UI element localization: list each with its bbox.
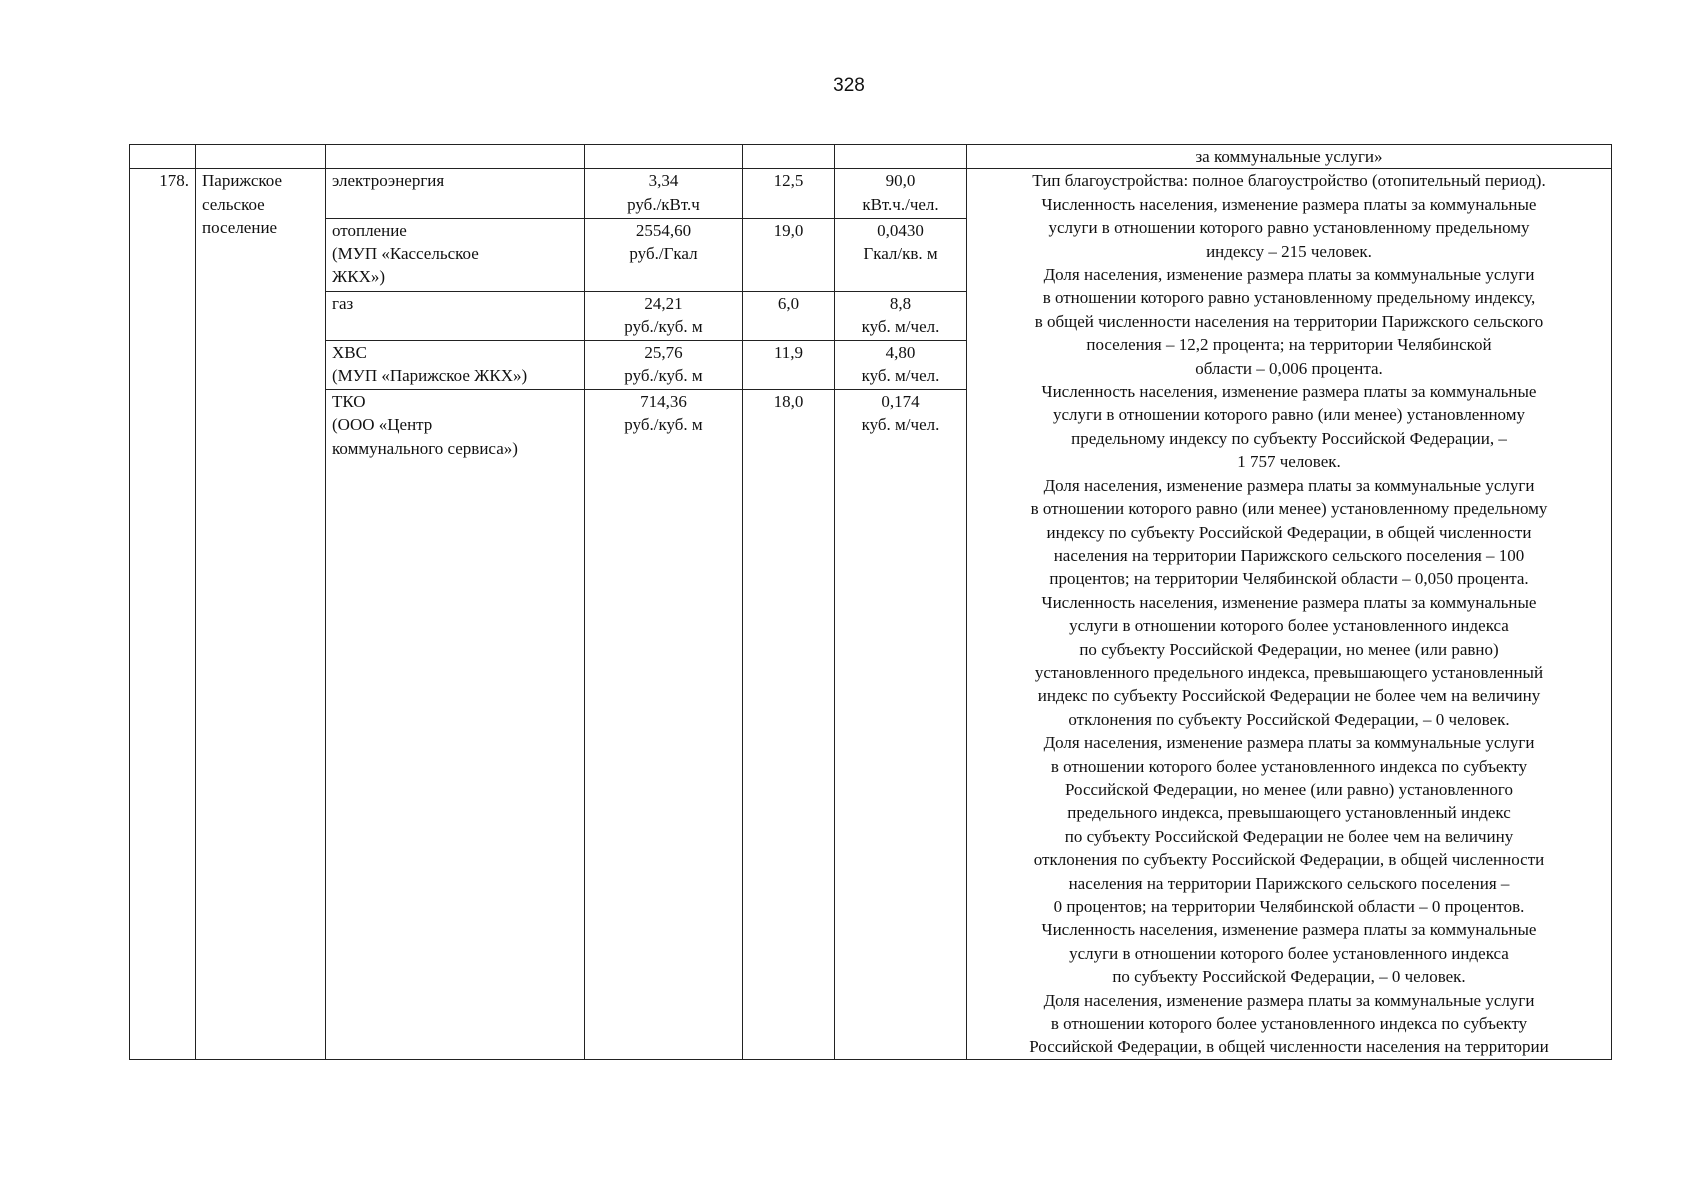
empty-cell bbox=[743, 145, 835, 169]
norm-unit: кВт.ч./чел. bbox=[862, 194, 939, 214]
service-tariff bbox=[585, 389, 743, 1059]
service-tariff bbox=[585, 218, 743, 291]
settlement-line: поселение bbox=[202, 218, 278, 238]
norm-value: 0,174 bbox=[881, 391, 920, 411]
service-name-line: (МУП «Парижское ЖКХ») bbox=[332, 366, 528, 386]
service-name-line: электроэнергия bbox=[332, 171, 445, 191]
description-line: отклонения по субъекту Российской Федерации, – 0 человек. bbox=[1068, 709, 1510, 729]
description-line: предельного индекса, превышающего установленный индекс bbox=[1067, 803, 1511, 823]
description-line: индексу по субъекту Российской Федерации, в общей численности bbox=[1046, 522, 1532, 542]
description-line: в отношении которого равно (или менее) установленному предельному bbox=[1030, 499, 1548, 519]
tariff-value: 2554,60 bbox=[635, 220, 692, 240]
service-name bbox=[326, 218, 585, 291]
tariff-unit: руб./куб. м bbox=[624, 317, 703, 337]
description-line: населения на территории Парижского сельского поселения – 100 bbox=[1053, 545, 1525, 565]
description-line: установленного предельного индекса, превышающего установленный bbox=[1034, 662, 1544, 682]
service-tariff bbox=[585, 340, 743, 389]
service-name-line: коммунального сервиса») bbox=[332, 438, 518, 458]
norm-value: 0,0430 bbox=[877, 220, 924, 240]
tariff-unit: руб./кВт.ч bbox=[627, 194, 700, 214]
description-line: Тип благоустройства: полное благоустройство (отопительный период). bbox=[1032, 171, 1546, 191]
description-line: Доля населения, изменение размера платы за коммунальные услуги bbox=[1043, 990, 1535, 1010]
description-line: Численность населения, изменение размера платы за коммунальные bbox=[1041, 194, 1537, 214]
service-tariff bbox=[585, 169, 743, 218]
service-growth: 11,9 bbox=[743, 340, 835, 389]
row-number: 178. bbox=[130, 169, 196, 1059]
service-name-line: ХВС bbox=[332, 342, 367, 362]
description-line: по субъекту Российской Федерации, – 0 человек. bbox=[1112, 967, 1466, 987]
description-line: поселения – 12,2 процента; на территории Челябинской bbox=[1086, 335, 1492, 355]
continuation-text: за коммунальные услуги» bbox=[967, 145, 1612, 169]
description-line: области – 0,006 процента. bbox=[1195, 358, 1383, 378]
service-growth: 19,0 bbox=[743, 218, 835, 291]
description-cell bbox=[967, 169, 1612, 1059]
description-line: по субъекту Российской Федерации не более чем на величину bbox=[1064, 826, 1514, 846]
description-line: процентов; на территории Челябинской области – 0,050 процента. bbox=[1049, 569, 1529, 589]
service-name-line: ЖКХ») bbox=[332, 267, 386, 287]
norm-value: 90,0 bbox=[885, 171, 916, 191]
empty-cell bbox=[130, 145, 196, 169]
tariff-table bbox=[129, 144, 1612, 1060]
settlement-line: сельское bbox=[202, 194, 265, 214]
service-name-line: ТКО bbox=[332, 391, 366, 411]
description-line: населения на территории Парижского сельского поселения – bbox=[1068, 873, 1510, 893]
empty-cell bbox=[585, 145, 743, 169]
description-line: Российской Федерации, но менее (или равно) установленного bbox=[1065, 779, 1513, 799]
norm-value: 4,80 bbox=[885, 342, 916, 362]
service-name-line: отопление bbox=[332, 220, 407, 240]
description-line: услуги в отношении которого более установленного индекса bbox=[1069, 943, 1509, 963]
table-row bbox=[130, 169, 1612, 218]
service-name-line: (МУП «Кассельское bbox=[332, 243, 479, 263]
service-norm bbox=[835, 389, 967, 1059]
description-line: Численность населения, изменение размера платы за коммунальные bbox=[1041, 920, 1537, 940]
norm-value: 8,8 bbox=[889, 293, 912, 313]
service-growth: 12,5 bbox=[743, 169, 835, 218]
description-line: услуги в отношении которого более установленного индекса bbox=[1069, 616, 1509, 636]
service-norm bbox=[835, 340, 967, 389]
empty-cell bbox=[196, 145, 326, 169]
service-name bbox=[326, 340, 585, 389]
description-line: Доля населения, изменение размера платы за коммунальные услуги bbox=[1043, 733, 1535, 753]
empty-cell bbox=[326, 145, 585, 169]
norm-unit: куб. м/чел. bbox=[861, 415, 940, 435]
service-name bbox=[326, 169, 585, 218]
description-line: в отношении которого более установленного индекса по субъекту bbox=[1050, 756, 1528, 776]
service-growth: 18,0 bbox=[743, 389, 835, 1059]
service-norm bbox=[835, 218, 967, 291]
description-line: индекс по субъекту Российской Федерации не более чем на величину bbox=[1037, 686, 1541, 706]
service-name-line: газ bbox=[332, 293, 354, 313]
empty-cell bbox=[835, 145, 967, 169]
service-norm bbox=[835, 291, 967, 340]
tariff-value: 3,34 bbox=[648, 171, 679, 191]
description-line: Численность населения, изменение размера платы за коммунальные bbox=[1041, 592, 1537, 612]
tariff-value: 24,21 bbox=[644, 293, 683, 313]
tariff-unit: руб./куб. м bbox=[624, 415, 703, 435]
tariff-unit: руб./куб. м bbox=[624, 366, 703, 386]
description-line: 0 процентов; на территории Челябинской области – 0 процентов. bbox=[1053, 897, 1525, 916]
tariff-unit: руб./Гкал bbox=[629, 243, 698, 263]
description-line: по субъекту Российской Федерации, но менее (или равно) bbox=[1079, 639, 1499, 659]
description-line: Доля населения, изменение размера платы за коммунальные услуги bbox=[1043, 475, 1535, 495]
tariff-value: 25,76 bbox=[644, 342, 683, 362]
description-line: индексу – 215 человек. bbox=[1206, 241, 1372, 261]
description-line: отклонения по субъекту Российской Федерации, в общей численности bbox=[1033, 850, 1545, 870]
norm-unit: куб. м/чел. bbox=[861, 317, 940, 337]
service-tariff bbox=[585, 291, 743, 340]
description-line: в отношении которого более установленного индекса по субъекту bbox=[1050, 1014, 1528, 1034]
service-name bbox=[326, 291, 585, 340]
norm-unit: Гкал/кв. м bbox=[863, 243, 938, 263]
service-name bbox=[326, 389, 585, 1059]
description-line: в общей численности населения на территории Парижского сельского bbox=[1034, 311, 1544, 331]
description-line: услуги в отношении которого равно установленному предельному bbox=[1048, 218, 1530, 238]
settlement-name bbox=[196, 169, 326, 1059]
description-line: Численность населения, изменение размера платы за коммунальные bbox=[1041, 382, 1537, 402]
description-line: в отношении которого равно установленному предельному индексу, bbox=[1042, 288, 1536, 308]
description-line: Доля населения, изменение размера платы за коммунальные услуги bbox=[1043, 265, 1535, 285]
service-growth: 6,0 bbox=[743, 291, 835, 340]
continuation-row bbox=[130, 145, 1612, 169]
settlement-line: Парижское bbox=[202, 171, 283, 191]
service-name-line: (ООО «Центр bbox=[332, 415, 433, 435]
description-line: услуги в отношении которого равно (или менее) установленному bbox=[1053, 405, 1525, 425]
description-line: 1 757 человек. bbox=[1237, 452, 1341, 472]
service-norm bbox=[835, 169, 967, 218]
description-line: Российской Федерации, в общей численности населения на территории bbox=[1029, 1037, 1549, 1057]
page-number: 328 bbox=[833, 75, 865, 96]
norm-unit: куб. м/чел. bbox=[861, 366, 940, 386]
description-line: предельному индексу по субъекту Российской Федерации, – bbox=[1071, 428, 1507, 448]
tariff-value: 714,36 bbox=[640, 391, 687, 411]
